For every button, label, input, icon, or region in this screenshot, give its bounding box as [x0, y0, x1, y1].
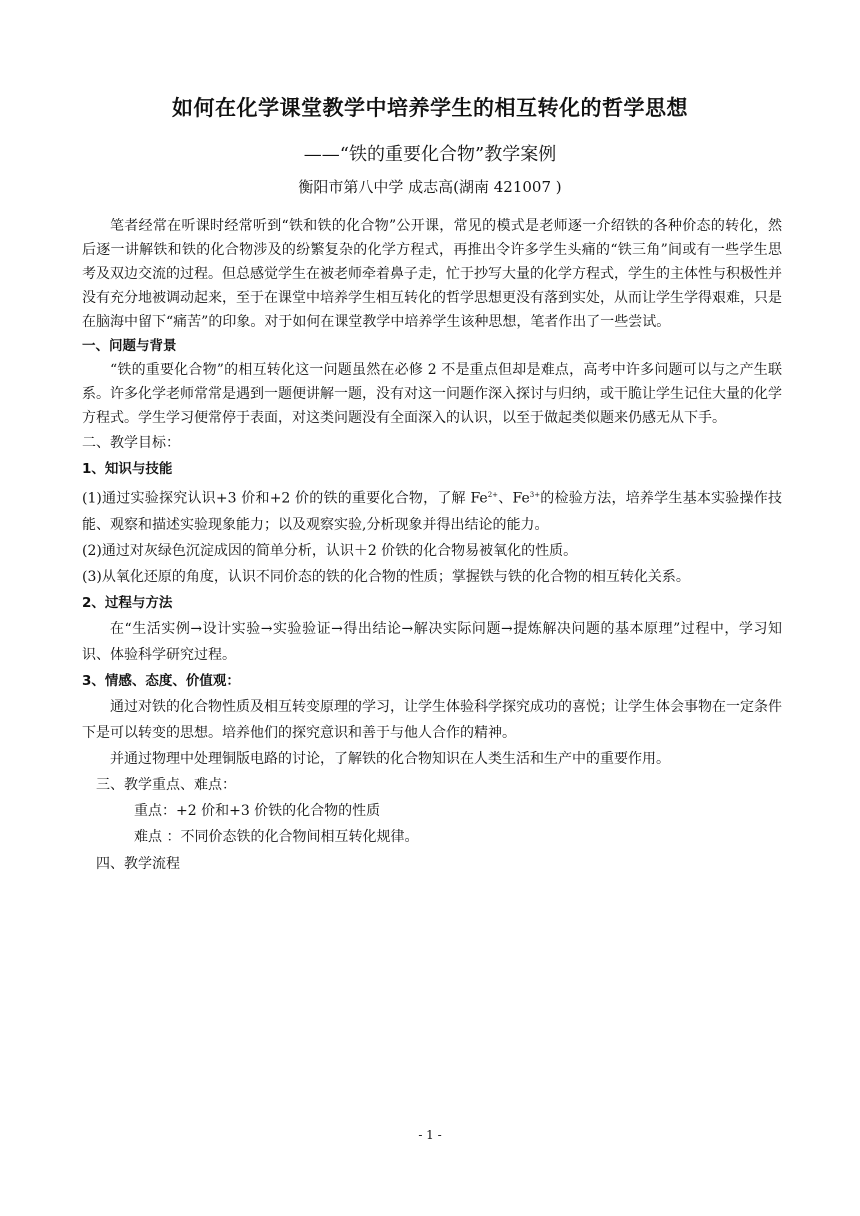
intro-paragraph: 笔者经常在听课时经常听到“铁和铁的化合物”公开课，常见的模式是老师逐一介绍铁的各种价态的转化，然后逐一讲解铁和铁的化合物涉及的纷繁复杂的化学方程式，再推出令许多学生头痛的“铁三角”间或有一些学生思考及双边交流的过程。但总感觉学生在被老师牵着鼻子走，忙于抄写大量的化学方程式，学生的主体性与积极性并没有充分地被调动起来，至于在课堂中培养学生相互转化的哲学思想更没有落到实处，从而让学生学得艰难，只是在脑海中留下“痛苦”的印象。对于如何在课堂教学中培养学生该种思想，笔者作出了一些尝试。: [82, 218, 782, 330]
objective-item-1-text-a: (1)通过实验探究认识+3 价和+2 价的铁的重要化合物，了解 Fe: [82, 490, 488, 507]
document-body: [82, 214, 782, 878]
subheading-process-methods: 2、过程与方法: [82, 594, 173, 611]
process-methods-paragraph: 在“生活实例→设计实验→实验验证→得出结论→解决实际问题→提炼解决问题的基本原理”过程中，学习知识、体验科学研究过程。: [82, 620, 782, 663]
background-paragraph: “铁的重要化合物”的相互转化这一问题虽然在必修 2 不是重点但却是难点，高考中许多问题可以与之产生联系。许多化学老师常常是遇到一题便讲解一题，没有对这一问题作深入探讨与归纳，或干脆让学生记住大量的化学方程式。学生学习便常停于表面，对这类问题没有全面深入的认识，以至于做起类似题来仍感无从下手。: [82, 362, 782, 426]
attitude-paragraph-2: 并通过物理中处理铜版电路的讨论，了解铁的化合物知识在人类生活和生产中的重要作用。: [110, 750, 670, 767]
difficult-point-line: 难点 ：不同价态铁的化合物间相互转化规律。: [134, 828, 419, 845]
objective-item-2: (2)通过对灰绿色沉淀成因的简单分析，认识＋2 价铁的化合物易被氧化的性质。: [82, 542, 578, 559]
objective-item-1: [82, 482, 782, 538]
section-heading-teaching-flow: 四、教学流程: [96, 855, 180, 872]
section-heading-background: 一、问题与背景: [82, 338, 177, 354]
attitude-paragraph-1: 通过对铁的化合物性质及相互转变原理的学习，让学生体验科学探究成功的喜悦；让学生体会事物在一定条件下是可以转变的思想。培养他们的探究意识和善于与他人合作的精神。: [82, 698, 782, 741]
objective-item-1-text-c: 的检验方法，培养学生基本实验操作技能、观察和描述实验现象能力；以及观察实验,分析现象并得出结论的能力。: [82, 490, 782, 533]
section-heading-objectives: 二、教学目标：: [82, 435, 180, 451]
subheading-attitude-values: 3、情感、态度、价值观：: [82, 672, 240, 689]
document-title: 如何在化学课堂教学中培养学生的相互转化的哲学思想: [172, 96, 688, 120]
fe3-superscript: 3+: [529, 491, 541, 499]
objective-item-1-text-b: 、Fe: [498, 490, 530, 507]
page-number: - 1 -: [418, 1128, 442, 1142]
fe2-superscript: 2+: [487, 491, 499, 499]
section-heading-key-difficult: 三、教学重点、难点：: [96, 776, 236, 793]
objective-item-3: (3)从氧化还原的角度，认识不同价态的铁的化合物的性质；掌握铁与铁的化合物的相互转化关系。: [82, 568, 690, 585]
author-line: 衡阳市第八中学 成志高(湖南 421007 ): [298, 178, 562, 196]
document-subtitle: ——“铁的重要化合物”教学案例: [303, 144, 557, 165]
subheading-knowledge-skills: 1、知识与技能: [82, 461, 173, 477]
key-point-line: 重点：+2 价和+3 价铁的化合物的性质: [134, 802, 381, 819]
